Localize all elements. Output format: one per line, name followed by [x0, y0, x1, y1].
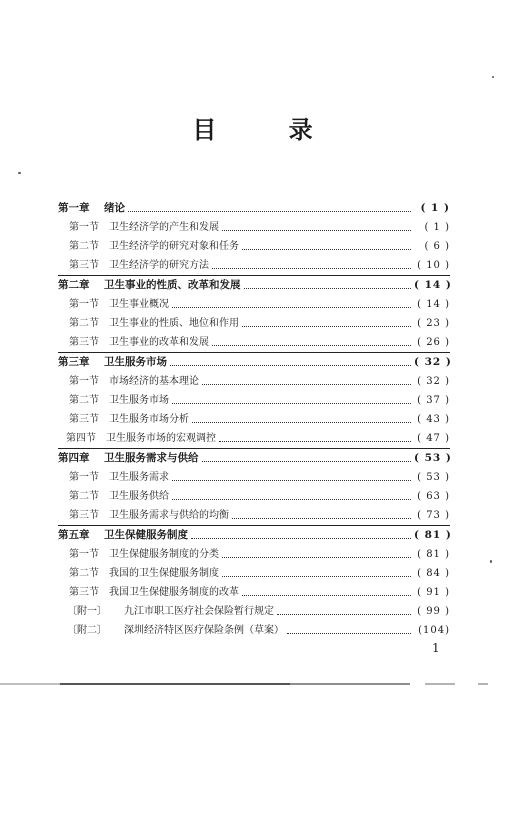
toc-entry-number: 第四章	[58, 452, 90, 464]
toc-entry-title: 市场经济的基本理论	[109, 376, 199, 387]
toc-entry-page: (104)	[418, 625, 450, 636]
toc-section-row	[58, 218, 450, 237]
toc-entry-page: ( 14 )	[414, 279, 452, 291]
toc-section-row	[58, 372, 450, 391]
toc-entry-title: 卫生事业概况	[109, 299, 169, 310]
dot-leader	[212, 345, 411, 346]
toc-entry-page: ( 23 )	[417, 318, 450, 329]
toc-entry-page: ( 37 )	[417, 395, 450, 406]
dot-leader	[202, 384, 411, 385]
toc-entry-number: 第二节	[69, 318, 99, 329]
toc-appendix-row	[58, 621, 450, 640]
toc-section-row	[58, 410, 450, 429]
toc-entry-number: 第一节	[69, 549, 99, 560]
toc-entry-page: ( 32 )	[414, 356, 452, 368]
toc-entry-page: ( 47 )	[417, 433, 450, 444]
toc-chapter-row	[58, 525, 450, 545]
toc-entry-title: 卫生服务市场	[109, 395, 169, 406]
toc-entry-title: 我国的卫生保健服务制度	[109, 568, 219, 579]
toc-entry-number: 第二节	[69, 395, 99, 406]
toc-section-row	[58, 468, 450, 487]
toc-entry-number: 第三节	[69, 587, 99, 598]
dot-leader	[242, 595, 411, 596]
page-title: 目 录	[192, 115, 345, 144]
toc-entry-title: 卫生事业的性质、改革和发展	[104, 279, 241, 291]
toc-entry-number: 第三节	[69, 510, 99, 521]
toc-entry-number: 第二节	[69, 491, 99, 502]
page-number: 1	[432, 641, 440, 655]
toc-section-row	[58, 391, 450, 410]
toc-entry-title: 卫生保健服务制度	[104, 529, 188, 541]
dot-leader	[277, 614, 411, 615]
toc-entry-title: 卫生事业的改革和发展	[109, 337, 209, 348]
toc-entry-page: ( 1 )	[424, 222, 450, 233]
toc-entry-title: 卫生服务市场分析	[109, 414, 189, 425]
toc-entry-page: ( 91 )	[417, 587, 450, 598]
toc-entry-number: 第二节	[69, 568, 99, 579]
dot-leader	[172, 480, 411, 481]
toc-entry-page: ( 73 )	[417, 510, 450, 521]
toc-section-row	[58, 583, 450, 602]
dot-leader	[191, 538, 411, 539]
toc-entry-title: 卫生服务需求与供给的均衡	[109, 510, 229, 521]
scan-artifact-line	[0, 683, 505, 686]
toc-entry-title: 卫生经济学的产生和发展	[109, 222, 219, 233]
toc-entry-title: 卫生事业的性质、地位和作用	[109, 318, 239, 329]
toc-entry-title: 我国卫生保健服务制度的改革	[109, 587, 239, 598]
toc-entry-title: 卫生服务供给	[109, 491, 169, 502]
toc-entry-number: 第一节	[69, 472, 99, 483]
toc-entry-number: 第一章	[58, 202, 90, 214]
toc-entry-page: ( 53 )	[414, 452, 452, 464]
toc-entry-page: ( 81 )	[417, 549, 450, 560]
toc-entry-number: 第一节	[69, 299, 99, 310]
toc-chapter-row	[58, 352, 450, 372]
dot-leader	[212, 268, 411, 269]
dot-leader	[222, 576, 411, 577]
scan-speck	[490, 560, 492, 563]
toc-entry-title: 卫生保健服务制度的分类	[109, 549, 219, 560]
toc-entry-number: 第三节	[69, 414, 99, 425]
toc-entry-number: 第一节	[69, 222, 99, 233]
toc-appendix-row	[58, 602, 450, 621]
toc-entry-number: 第二节	[69, 241, 99, 252]
toc-chapter-row	[58, 448, 450, 468]
dot-leader	[287, 633, 411, 634]
toc-section-row	[58, 256, 450, 275]
toc-section-row	[58, 295, 450, 314]
toc-entry-page: ( 43 )	[417, 414, 450, 425]
toc-entry-title: 深圳经济特区医疗保险条例（草案）	[124, 625, 284, 636]
toc-entry-page: ( 32 )	[417, 376, 450, 387]
toc-section-row	[58, 314, 450, 333]
dot-leader	[242, 326, 411, 327]
toc-chapter-row	[58, 199, 450, 218]
toc-entry-title: 绪论	[104, 202, 125, 214]
toc-entry-page: ( 6 )	[424, 241, 450, 252]
dot-leader	[172, 307, 411, 308]
toc-section-row	[58, 333, 450, 352]
toc-section-row	[58, 506, 450, 525]
dot-leader	[222, 230, 411, 231]
toc-entry-page: ( 84 )	[417, 568, 450, 579]
toc-entry-number: 第二章	[58, 279, 90, 291]
toc-section-row	[58, 237, 450, 256]
dot-leader	[202, 461, 412, 462]
table-of-contents	[58, 199, 450, 640]
dot-leader	[128, 211, 411, 212]
dot-leader	[244, 288, 412, 289]
toc-entry-title: 卫生服务需求	[109, 472, 169, 483]
toc-entry-page: ( 14 )	[417, 299, 450, 310]
toc-entry-number: 〔附一〕	[67, 606, 107, 617]
toc-section-row	[58, 545, 450, 564]
toc-entry-page: ( 10 )	[417, 260, 450, 271]
dot-leader	[242, 249, 411, 250]
dot-leader	[222, 557, 411, 558]
toc-entry-page: ( 63 )	[417, 491, 450, 502]
toc-entry-number: 第三节	[69, 337, 99, 348]
toc-entry-title: 九江市职工医疗社会保险暂行规定	[124, 606, 274, 617]
toc-entry-number: 第三章	[58, 356, 90, 368]
toc-entry-page: ( 1 )	[420, 202, 450, 214]
dot-leader	[170, 365, 411, 366]
toc-entry-number: 第四节	[66, 433, 96, 444]
dot-leader	[219, 441, 411, 442]
toc-entry-title: 卫生服务市场的宏观调控	[106, 433, 216, 444]
scan-speck	[492, 76, 494, 78]
toc-entry-number: 第五章	[58, 529, 90, 541]
toc-entry-title: 卫生经济学的研究方法	[109, 260, 209, 271]
toc-entry-number: 〔附二〕	[67, 625, 107, 636]
toc-entry-number: 第三节	[69, 260, 99, 271]
dot-leader	[232, 518, 411, 519]
toc-section-row	[58, 564, 450, 583]
toc-entry-page: ( 81 )	[414, 529, 452, 541]
dot-leader	[192, 422, 411, 423]
toc-section-row	[58, 429, 450, 448]
toc-entry-page: ( 53 )	[417, 472, 450, 483]
toc-entry-page: ( 26 )	[417, 337, 450, 348]
dot-leader	[172, 499, 411, 500]
toc-entry-title: 卫生经济学的研究对象和任务	[109, 241, 239, 252]
scan-speck	[18, 172, 21, 174]
toc-section-row	[58, 487, 450, 506]
toc-entry-title: 卫生服务市场	[104, 356, 167, 368]
dot-leader	[172, 403, 411, 404]
toc-entry-page: ( 99 )	[417, 606, 450, 617]
toc-entry-title: 卫生服务需求与供给	[104, 452, 199, 464]
toc-chapter-row	[58, 275, 450, 295]
toc-entry-number: 第一节	[69, 376, 99, 387]
